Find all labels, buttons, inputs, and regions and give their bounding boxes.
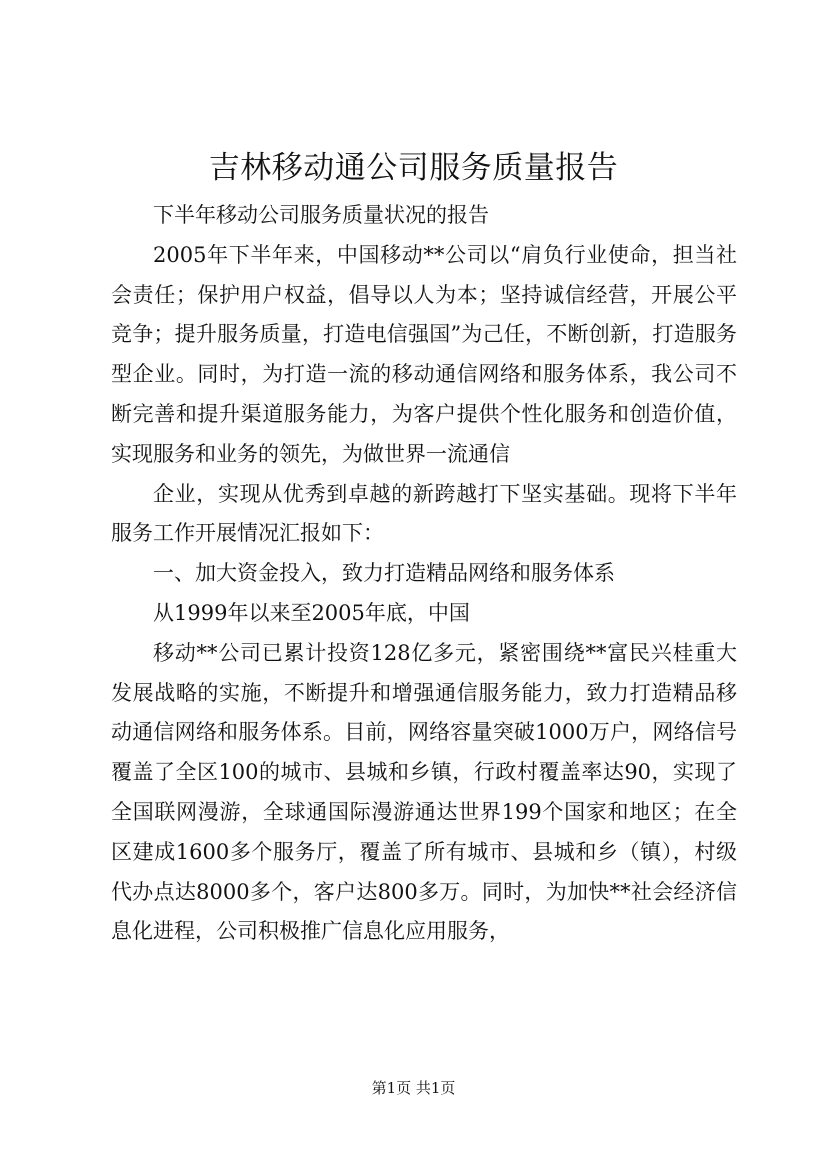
paragraph-subtitle: 下半年移动公司服务质量状况的报告 [153, 203, 489, 227]
document-body [111, 196, 737, 952]
paragraph-investment-detail: 移动**公司已累计投资128亿多元，紧密围绕**富民兴桂重大发展战略的实施，不断提升和增强通信服务能力，致力打造精品移动通信网络和服务体系。目前，网络容量突破1000万户，网络信号覆盖了全区100的城市、县城和乡镇，行政村覆盖率达90，实现了全国联网漫游，全球通国际漫游通达世界199个国家和地区；在全区建成1600多个服务厅，覆盖了所有城市、县城和乡（镇），村级代办点达8000多个，客户达800多万。同时，为加快**社会经济信息化进程，公司积极推广信息化应用服务， [111, 640, 737, 944]
paragraph-intro-continued: 企业，实现从优秀到卓越的新跨越打下坚实基础。现将下半年服务工作开展情况汇报如下： [111, 481, 737, 546]
section-heading-1: 一、加大资金投入，致力打造精品网络和服务体系 [153, 561, 615, 586]
paragraph-investment-start: 从1999年以来至2005年底，中国 [153, 600, 470, 625]
page-footer: 第1页 共1页 [371, 1079, 456, 1097]
paragraph-intro: 2005年下半年来，中国移动**公司以“肩负行业使命，担当社会责任；保护用户权益，倡导以人为本；坚持诚信经营，开展公平竞争；提升服务质量，打造电信强国”为己任，不断创新，打造服务型企业。同时，为打造一流的移动通信网络和服务体系，我公司不断完善和提升渠道服务能力，为客户提供个性化服务和创造价值，实现服务和业务的领先，为做世界一流通信 [111, 242, 737, 466]
document-title: 吉林移动通公司服务质量报告 [208, 150, 619, 186]
